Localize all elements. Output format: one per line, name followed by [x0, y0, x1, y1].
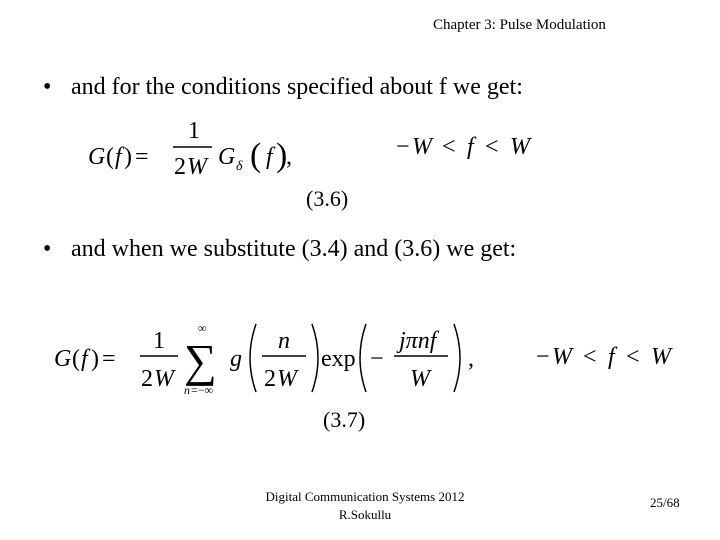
equation-label-3-7: (3.7)	[323, 407, 366, 432]
svg-text:f: f	[608, 344, 615, 370]
footer	[245, 488, 485, 524]
svg-text:n: n	[184, 383, 190, 397]
svg-text:(: (	[250, 137, 262, 174]
footer-course: Digital Communication Systems 2012	[265, 489, 465, 504]
svg-text:−: −	[370, 346, 384, 372]
svg-text:<: <	[442, 134, 456, 160]
svg-text:(: (	[72, 346, 80, 372]
svg-text:2: 2	[141, 366, 153, 392]
svg-text:∞: ∞	[198, 321, 207, 335]
svg-text:=: =	[102, 346, 116, 372]
svg-text:,: ,	[468, 346, 474, 372]
bullet-1	[43, 74, 523, 101]
equation-label-3-6: (3.6)	[306, 186, 349, 211]
svg-text:<: <	[485, 134, 499, 160]
svg-text:W: W	[187, 154, 207, 180]
svg-text:G: G	[54, 346, 72, 372]
svg-text:n: n	[278, 328, 290, 354]
svg-text:W: W	[154, 366, 174, 392]
svg-text:g: g	[230, 346, 242, 372]
svg-text:): )	[276, 137, 288, 174]
svg-text:=: =	[135, 144, 149, 170]
svg-text:∑: ∑	[184, 335, 217, 386]
bullet-2	[43, 236, 516, 263]
svg-text:W: W	[412, 134, 432, 160]
svg-text:f: f	[467, 134, 474, 160]
svg-text:G: G	[88, 144, 106, 170]
svg-text:<: <	[583, 344, 597, 370]
page-number: 25/68	[650, 495, 680, 510]
equation-3-6	[80, 112, 550, 182]
svg-text:,: ,	[286, 144, 292, 170]
svg-text:W: W	[277, 366, 297, 392]
equation-3-7	[50, 318, 690, 400]
svg-text:W: W	[510, 134, 530, 160]
footer-author: R.Sokullu	[338, 507, 392, 522]
bullet-2-text: and when we substitute (3.4) and (3.6) we get:	[71, 236, 517, 262]
svg-text:W: W	[410, 366, 430, 392]
svg-text:jπnf: jπnf	[399, 328, 437, 354]
svg-text:f: f	[81, 346, 88, 372]
svg-text:exp: exp	[321, 346, 356, 372]
slide-header: Chapter 3: Pulse Modulation	[433, 17, 606, 33]
svg-text:2: 2	[174, 154, 186, 180]
svg-text:G: G	[218, 144, 236, 170]
svg-text:2: 2	[264, 366, 276, 392]
svg-text:δ: δ	[236, 159, 243, 174]
svg-text:<: <	[626, 344, 640, 370]
svg-text:(: (	[106, 144, 114, 170]
bullet-1-text: and for the conditions specified about f we get:	[71, 74, 523, 100]
svg-text:W: W	[552, 344, 572, 370]
bullet-dot: •	[43, 74, 52, 100]
svg-text:): )	[124, 144, 132, 170]
svg-text:−: −	[396, 134, 410, 160]
svg-text:f: f	[115, 144, 122, 170]
svg-text:−: −	[536, 344, 550, 370]
svg-text:): )	[91, 346, 99, 372]
svg-text:W: W	[651, 344, 671, 370]
bullet-dot: •	[43, 236, 52, 262]
svg-text:=−∞: =−∞	[191, 383, 214, 397]
svg-text:1: 1	[188, 118, 200, 144]
svg-text:f: f	[266, 144, 273, 170]
svg-text:1: 1	[153, 328, 165, 354]
